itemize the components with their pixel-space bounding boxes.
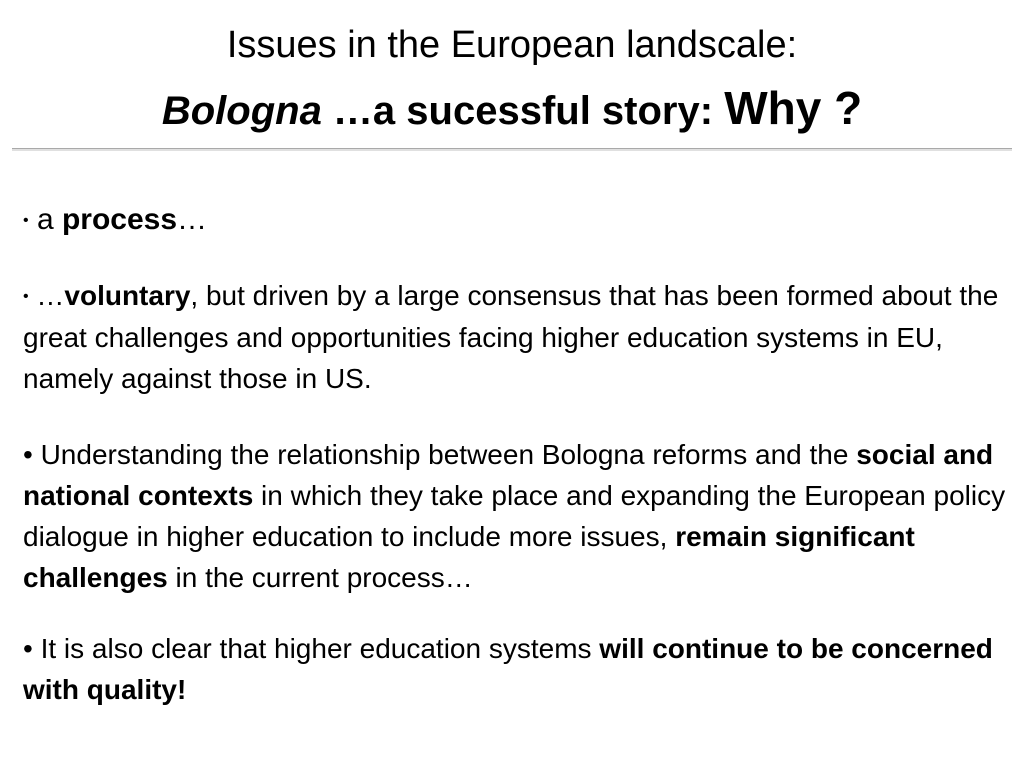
title-story: …a sucessful story: <box>321 89 725 133</box>
bullet-text: in the current process… <box>167 562 473 593</box>
bullet-voluntary <box>23 275 1008 399</box>
bullet-bold-text: process <box>61 203 178 236</box>
bullet-text: • Understanding the relationship between Bologna reforms and the <box>23 439 857 470</box>
bullet-marker: • <box>23 288 29 305</box>
bullet-text: … <box>28 280 65 311</box>
bullet-text: • It is also clear that higher education systems <box>23 633 600 664</box>
title-bologna: Bologna <box>161 89 322 133</box>
bullet-text: , but driven by a large consensus that has been formed about the great challenges and opportunities facing higher education systems in EU, namely against those in US. <box>23 280 999 394</box>
slide-title-line-2 <box>0 82 1024 137</box>
bullet-quality <box>23 628 1008 710</box>
bullet-process <box>23 200 1008 241</box>
bullet-bold-text: remain significant challenges <box>23 521 915 593</box>
slide-title-line-1: Issues in the European landscale: <box>226 24 798 66</box>
bullet-bold-text: social and national contexts <box>23 439 994 511</box>
title-why: Why ? <box>724 82 863 134</box>
bullet-bold-text: will continue to be concerned with quality! <box>23 633 993 705</box>
bullet-text: in which they take place and expanding the European policy dialogue in higher education to include more issues, <box>23 480 1006 552</box>
bullet-text: a <box>28 203 62 236</box>
bullet-understanding <box>23 434 1008 598</box>
bullet-marker: • <box>23 212 29 229</box>
slide-content <box>23 200 1008 710</box>
title-divider <box>12 148 1012 151</box>
bullet-text: … <box>177 203 208 236</box>
bullet-bold-text: voluntary <box>64 280 191 311</box>
